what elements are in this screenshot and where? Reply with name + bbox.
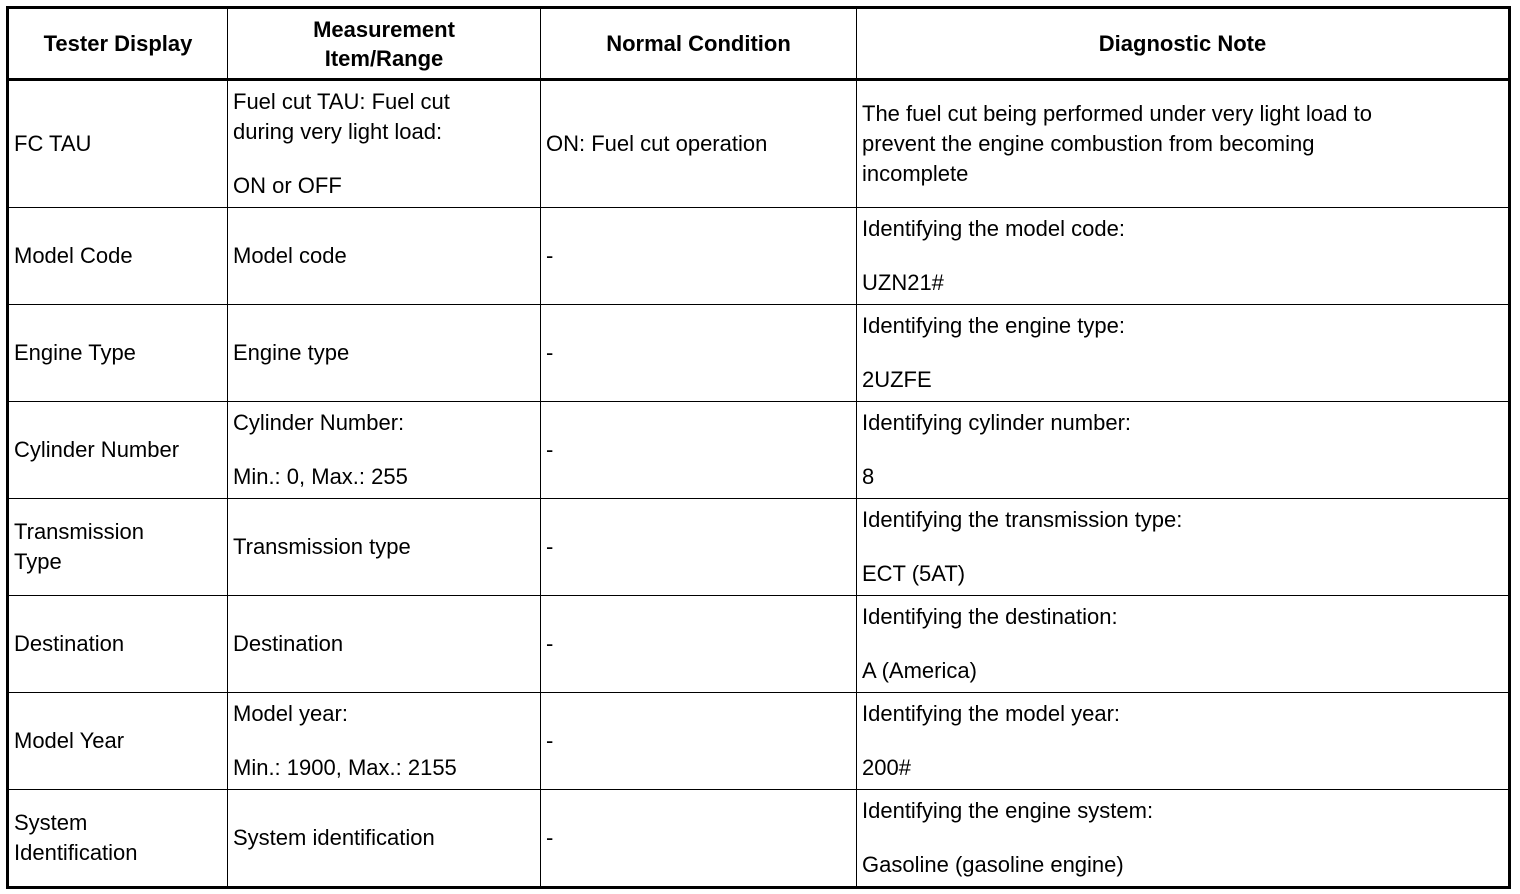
tester-display-cell: FC TAU <box>8 80 228 208</box>
header-row <box>8 8 1510 80</box>
diagnostic-note-cell <box>857 208 1510 305</box>
normal-condition-cell: - <box>541 402 857 499</box>
table-row <box>8 693 1510 790</box>
measurement-text: Fuel cut TAU: Fuel cut during very light load: <box>233 89 450 144</box>
tester-display-cell: Engine Type <box>8 305 228 402</box>
normal-condition-cell: - <box>541 208 857 305</box>
measurement-cell <box>228 402 541 499</box>
table-row <box>8 305 1510 402</box>
measurement-text: Model year: <box>233 701 348 726</box>
note-label: Identifying cylinder number: <box>862 410 1132 435</box>
header-tester-display: Tester Display <box>8 8 228 80</box>
table-row <box>8 80 1510 208</box>
note-label: Identifying the model code: <box>862 216 1125 241</box>
diagnostic-data-table <box>6 6 1511 889</box>
normal-condition-cell: - <box>541 596 857 693</box>
note-value: 8 <box>862 464 875 489</box>
note-value: 200# <box>862 755 911 780</box>
diagnostic-note-cell <box>857 499 1510 596</box>
table-row <box>8 596 1510 693</box>
note-value: Gasoline (gasoline engine) <box>862 852 1124 877</box>
tester-display-cell: Model Year <box>8 693 228 790</box>
note-value: UZN21# <box>862 270 944 295</box>
measurement-range: Min.: 1900, Max.: 2155 <box>233 755 457 780</box>
tester-display-cell: Model Code <box>8 208 228 305</box>
table-row <box>8 499 1510 596</box>
tester-display-cell: System Identification <box>8 790 228 888</box>
note-value: 2UZFE <box>862 367 932 392</box>
measurement-cell: Destination <box>228 596 541 693</box>
normal-condition-cell: ON: Fuel cut operation <box>541 80 857 208</box>
diagnostic-note-cell <box>857 790 1510 888</box>
measurement-text: Cylinder Number: <box>233 410 405 435</box>
tester-display-cell: Transmission Type <box>8 499 228 596</box>
note-label: Identifying the model year: <box>862 701 1121 726</box>
measurement-range: ON or OFF <box>233 173 342 198</box>
table-row <box>8 402 1510 499</box>
measurement-cell: System identification <box>228 790 541 888</box>
tester-display-cell: Cylinder Number <box>8 402 228 499</box>
measurement-range: Min.: 0, Max.: 255 <box>233 464 408 489</box>
normal-condition-cell: - <box>541 499 857 596</box>
measurement-cell: Transmission type <box>228 499 541 596</box>
measurement-cell: Model code <box>228 208 541 305</box>
note-label: Identifying the engine system: <box>862 798 1154 823</box>
normal-condition-cell: - <box>541 305 857 402</box>
diagnostic-note-cell <box>857 693 1510 790</box>
normal-condition-cell: - <box>541 693 857 790</box>
table-row <box>8 208 1510 305</box>
measurement-cell: Engine type <box>228 305 541 402</box>
tester-display-cell: Destination <box>8 596 228 693</box>
diagnostic-note-cell <box>857 402 1510 499</box>
note-value: ECT (5AT) <box>862 561 966 586</box>
header-normal-condition: Normal Condition <box>541 8 857 80</box>
measurement-cell <box>228 693 541 790</box>
header-diagnostic-note: Diagnostic Note <box>857 8 1510 80</box>
normal-condition-cell: - <box>541 790 857 888</box>
note-label: Identifying the engine type: <box>862 313 1125 338</box>
table-row <box>8 790 1510 888</box>
diagnostic-note-cell: The fuel cut being performed under very light load to prevent the engine combustion from becoming incomplete <box>857 80 1510 208</box>
diagnostic-note-cell <box>857 305 1510 402</box>
header-measurement: Measurement Item/Range <box>228 8 541 80</box>
diagnostic-note-cell <box>857 596 1510 693</box>
note-label: Identifying the destination: <box>862 604 1118 629</box>
measurement-cell <box>228 80 541 208</box>
note-label: Identifying the transmission type: <box>862 507 1183 532</box>
note-value: A (America) <box>862 658 977 683</box>
